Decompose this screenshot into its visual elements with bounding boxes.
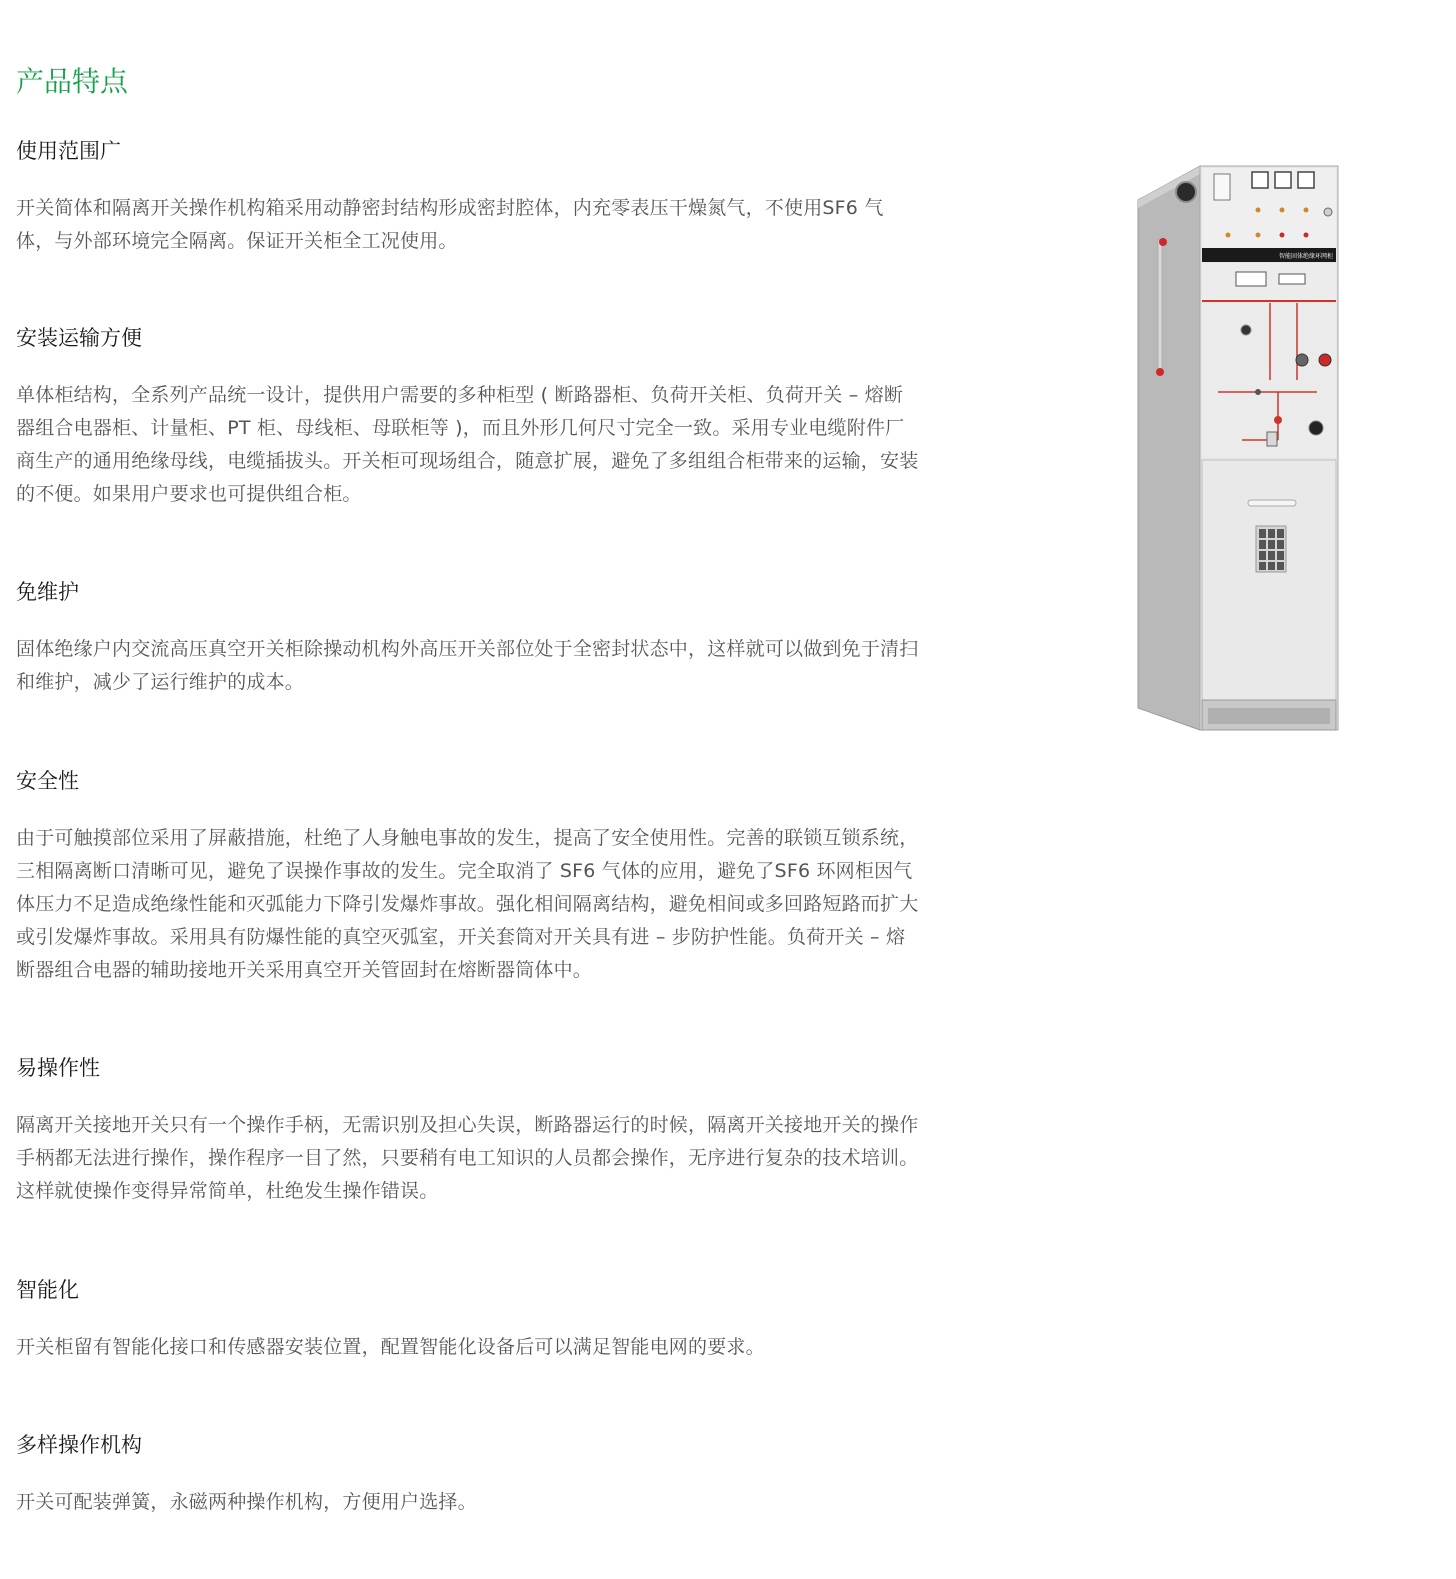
product-label-text: 智能固体绝缘环网柜 bbox=[1278, 253, 1333, 260]
indicator-lamp-icon bbox=[1304, 208, 1309, 213]
indicator-lamp-icon bbox=[1280, 233, 1285, 238]
section-heading: 安装运输方便 bbox=[16, 326, 142, 350]
section-heading: 智能化 bbox=[16, 1278, 79, 1302]
section-heading: 多样操作机构 bbox=[16, 1433, 142, 1457]
lock-icon bbox=[1267, 432, 1277, 446]
section-safety bbox=[16, 766, 921, 987]
indicator-lamp-icon bbox=[1280, 208, 1285, 213]
section-text: 固体绝缘户内交流高压真空开关柜除操动机构外高压开关部位处于全密封状态中，这样就可以做到免于清扫和维护，减少了运行维护的成本。 bbox=[16, 638, 919, 693]
section-text: 单体柜结构，全系列产品统一设计，提供用户需要的多种柜型 ( 断路器柜、负荷开关柜、负荷开关 – 熔断器组合电器柜、计量柜、PT 柜、母线柜、母联柜等 )，而且外形几何尺寸完全一致。采用专业电缆附件厂商生产的通用绝缘母线，电缆插拔头。开关柜可现场组合，随意扩展，避免了多组组合柜带来的运输，安装的不便。如果用户要求也可提供组合柜。 bbox=[16, 384, 919, 505]
control-knob-icon bbox=[1296, 354, 1308, 366]
indicator-lamp-icon bbox=[1304, 233, 1309, 238]
rod-knob-bottom-icon bbox=[1156, 368, 1164, 376]
section-heading: 易操作性 bbox=[16, 1056, 100, 1080]
side-operating-rod bbox=[1158, 240, 1162, 370]
mimic-breaker-icon bbox=[1274, 416, 1282, 424]
counter-window-icon bbox=[1279, 274, 1305, 284]
section-text: 隔离开关接地开关只有一个操作手柄，无需识别及担心失误，断路器运行的时候，隔离开关接地开关的操作手柄都无法进行操作，操作程序一目了然，只要稍有电工知识的人员都会操作，无序进行复杂的技术培训。这样就使操作变得异常简单，杜绝发生操作错误。 bbox=[16, 1114, 919, 1202]
switchgear-cabinet-image bbox=[1132, 160, 1342, 735]
meter-2-icon bbox=[1275, 172, 1291, 188]
section-text: 开关简体和隔离开关操作机构箱采用动静密封结构形成密封腔体，内充零表压干燥氮气，不使用SF6 气体，与外部环境完全隔离。保证开关柜全工况使用。 bbox=[16, 197, 884, 252]
rod-knob-top-icon bbox=[1159, 238, 1167, 246]
section-heading: 免维护 bbox=[16, 580, 79, 604]
section-wide-application bbox=[16, 136, 921, 258]
section-maintenance-free bbox=[16, 577, 921, 699]
counter-window-icon bbox=[1236, 272, 1266, 286]
cabinet-side-face bbox=[1138, 166, 1200, 730]
section-mechanisms bbox=[16, 1430, 921, 1519]
base-vent bbox=[1208, 708, 1330, 724]
indicator-lamp-icon bbox=[1256, 233, 1261, 238]
digital-display-icon bbox=[1214, 174, 1230, 200]
door-handle bbox=[1248, 500, 1296, 506]
section-intelligent bbox=[16, 1275, 921, 1364]
section-text: 由于可触摸部位采用了屏蔽措施，杜绝了人身触电事故的发生，提高了安全使用性。完善的联锁互锁系统，三相隔离断口清晰可见，避免了误操作事故的发生。完全取消了 SF6 气体的应用，避免了SF6 环网柜因气体压力不足造成绝缘性能和灭弧能力下降引发爆炸事故。强化相间隔离结构，避免相间或多回路短路而扩大或引发爆炸事故。采用具有防爆性能的真空灭弧室，开关套筒对开关具有进 – 步防护性能。负荷开关 – 熔断器组合电器的辅助接地开关采用真空开关管固封在熔断器筒体中。 bbox=[16, 827, 919, 981]
operating-socket-icon bbox=[1241, 325, 1251, 335]
key-switch-icon bbox=[1324, 208, 1332, 216]
section-heading: 使用范围广 bbox=[16, 139, 121, 163]
control-strip bbox=[1202, 263, 1336, 301]
meter-1-icon bbox=[1252, 172, 1268, 188]
side-vent-icon bbox=[1176, 182, 1196, 202]
page-title: 产品特点 bbox=[16, 65, 129, 98]
section-heading: 安全性 bbox=[16, 769, 79, 793]
operating-hole-icon bbox=[1309, 421, 1323, 435]
meter-3-icon bbox=[1298, 172, 1314, 188]
indicator-lamp-icon bbox=[1256, 208, 1261, 213]
mimic-switch-icon bbox=[1255, 389, 1261, 395]
lower-door bbox=[1202, 460, 1336, 700]
viewing-window-icon bbox=[1256, 526, 1286, 572]
section-easy-operation bbox=[16, 1053, 921, 1208]
section-text: 开关柜留有智能化接口和传感器安装位置，配置智能化设备后可以满足智能电网的要求。 bbox=[16, 1336, 765, 1358]
indicator-lamp-icon bbox=[1226, 233, 1231, 238]
control-knob-icon bbox=[1319, 354, 1331, 366]
section-text: 开关可配装弹簧，永磁两种操作机构，方便用户选择。 bbox=[16, 1491, 477, 1513]
section-easy-install bbox=[16, 323, 921, 511]
